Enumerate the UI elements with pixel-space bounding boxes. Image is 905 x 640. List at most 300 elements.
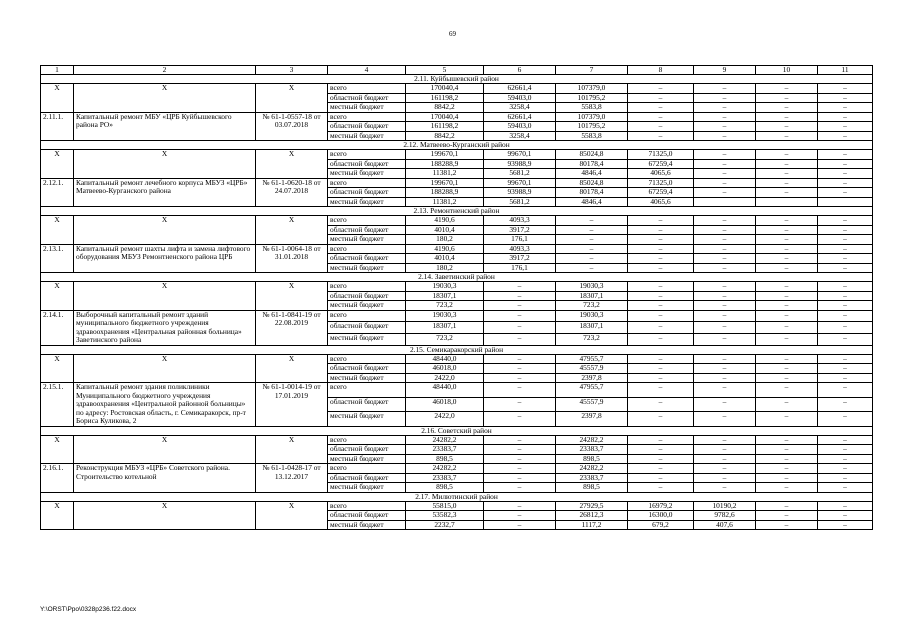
- amount-cell: 170040,4: [406, 112, 484, 122]
- amount-cell: 4190,6: [406, 216, 484, 226]
- object-name: Капитальный ремонт здания поликлиники Муниципального бюджетного учреждения здравоохранения «Центральной районной больницы» по адресу: Ростовская область, г. Семикаракорск, пр-т Бориса Куликова, 2: [74, 383, 256, 427]
- document-number: X: [256, 282, 328, 311]
- amount-cell: 4093,3: [484, 244, 556, 254]
- amount-cell: 62661,4: [484, 84, 556, 94]
- amount-cell: 45557,9: [556, 397, 628, 412]
- row-number: 2.12.1.: [41, 178, 74, 207]
- row-number: 2.11.1.: [41, 112, 74, 141]
- amount-cell: 19030,3: [556, 282, 628, 292]
- amount-cell: –: [628, 235, 694, 245]
- amount-cell: –: [628, 216, 694, 226]
- amount-cell: –: [694, 131, 756, 141]
- amount-cell: –: [818, 412, 873, 427]
- amount-cell: –: [818, 364, 873, 374]
- amount-cell: –: [756, 464, 818, 474]
- amount-cell: –: [484, 373, 556, 383]
- amount-cell: –: [756, 520, 818, 530]
- object-name: X: [74, 354, 256, 383]
- amount-cell: 48440,0: [406, 354, 484, 364]
- amount-cell: –: [484, 383, 556, 398]
- amount-cell: –: [818, 93, 873, 103]
- amount-cell: –: [628, 364, 694, 374]
- column-header-3: 3: [256, 66, 328, 75]
- amount-cell: –: [818, 520, 873, 530]
- table-row: [41, 84, 873, 94]
- amount-cell: –: [628, 454, 694, 464]
- amount-cell: –: [628, 225, 694, 235]
- funding-source: местный бюджет: [328, 412, 406, 427]
- amount-cell: –: [628, 397, 694, 412]
- amount-cell: –: [756, 122, 818, 132]
- funding-source: всего: [328, 112, 406, 122]
- funding-source: областной бюджет: [328, 322, 406, 334]
- funding-source: всего: [328, 310, 406, 322]
- amount-cell: 23383,7: [406, 445, 484, 455]
- amount-cell: –: [628, 263, 694, 273]
- file-path-footer: Y:\ORST\Ppo\0328p236.f22.docx: [40, 606, 137, 613]
- amount-cell: 107379,0: [556, 84, 628, 94]
- amount-cell: 9782,6: [694, 511, 756, 521]
- amount-cell: –: [756, 310, 818, 322]
- table-row: [41, 435, 873, 445]
- amount-cell: –: [694, 301, 756, 311]
- amount-cell: 10190,2: [694, 501, 756, 511]
- amount-cell: 188288,9: [406, 159, 484, 169]
- amount-cell: 4846,4: [556, 169, 628, 179]
- amount-cell: –: [756, 435, 818, 445]
- section-title: 2.14. Заветинский район: [41, 273, 873, 282]
- amount-cell: 80178,4: [556, 159, 628, 169]
- amount-cell: –: [556, 216, 628, 226]
- amount-cell: 898,5: [406, 454, 484, 464]
- object-name: X: [74, 84, 256, 113]
- amount-cell: 5583,8: [556, 103, 628, 113]
- section-row: [41, 273, 873, 282]
- amount-cell: –: [694, 464, 756, 474]
- amount-cell: 4846,4: [556, 197, 628, 207]
- amount-cell: –: [818, 435, 873, 445]
- funding-source: областной бюджет: [328, 445, 406, 455]
- funding-source: всего: [328, 84, 406, 94]
- amount-cell: –: [628, 445, 694, 455]
- document-number: № 61-1-0014-19 от 17.01.2019: [256, 383, 328, 427]
- amount-cell: 16300,0: [628, 511, 694, 521]
- amount-cell: –: [818, 501, 873, 511]
- amount-cell: 5681,2: [484, 197, 556, 207]
- amount-cell: 5583,8: [556, 131, 628, 141]
- amount-cell: –: [756, 373, 818, 383]
- document-number: X: [256, 150, 328, 179]
- object-name: X: [74, 216, 256, 245]
- amount-cell: –: [556, 235, 628, 245]
- amount-cell: –: [756, 412, 818, 427]
- amount-cell: 80178,4: [556, 188, 628, 198]
- amount-cell: –: [818, 383, 873, 398]
- section-row: [41, 426, 873, 435]
- object-name: Реконструкция МБУЗ «ЦРБ» Советского района. Строительство котельной: [74, 464, 256, 493]
- section-title: 2.15. Семикаракорский район: [41, 345, 873, 354]
- amount-cell: –: [484, 501, 556, 511]
- amount-cell: –: [818, 254, 873, 264]
- amount-cell: 85024,8: [556, 150, 628, 160]
- amount-cell: [694, 197, 756, 207]
- row-number: X: [41, 354, 74, 383]
- funding-source: областной бюджет: [328, 93, 406, 103]
- amount-cell: 4093,3: [484, 216, 556, 226]
- object-name: X: [74, 150, 256, 179]
- funding-source: всего: [328, 282, 406, 292]
- amount-cell: –: [628, 131, 694, 141]
- amount-cell: 199670,1: [406, 178, 484, 188]
- amount-cell: –: [756, 322, 818, 334]
- amount-cell: –: [694, 364, 756, 374]
- amount-cell: –: [694, 454, 756, 464]
- amount-cell: –: [756, 84, 818, 94]
- amount-cell: –: [694, 150, 756, 160]
- amount-cell: –: [756, 511, 818, 521]
- amount-cell: –: [628, 291, 694, 301]
- amount-cell: –: [756, 454, 818, 464]
- amount-cell: 407,6: [694, 520, 756, 530]
- amount-cell: [756, 197, 818, 207]
- row-number: X: [41, 501, 74, 530]
- funding-source: местный бюджет: [328, 520, 406, 530]
- amount-cell: –: [694, 397, 756, 412]
- amount-cell: –: [756, 93, 818, 103]
- amount-cell: –: [628, 383, 694, 398]
- amount-cell: –: [818, 445, 873, 455]
- table-row: [41, 310, 873, 322]
- amount-cell: –: [484, 520, 556, 530]
- row-number: 2.15.1.: [41, 383, 74, 427]
- amount-cell: –: [694, 483, 756, 493]
- amount-cell: 19030,3: [406, 282, 484, 292]
- table-row: [41, 244, 873, 254]
- amount-cell: –: [694, 354, 756, 364]
- amount-cell: –: [694, 84, 756, 94]
- amount-cell: 2422,0: [406, 373, 484, 383]
- amount-cell: –: [628, 412, 694, 427]
- amount-cell: –: [694, 291, 756, 301]
- amount-cell: –: [484, 483, 556, 493]
- table-row: [41, 501, 873, 511]
- header-row: [41, 66, 873, 75]
- amount-cell: 107379,0: [556, 112, 628, 122]
- amount-cell: –: [694, 254, 756, 264]
- funding-source: всего: [328, 216, 406, 226]
- row-number: X: [41, 435, 74, 464]
- amount-cell: 176,1: [484, 263, 556, 273]
- amount-cell: –: [484, 435, 556, 445]
- object-name: X: [74, 435, 256, 464]
- amount-cell: –: [818, 464, 873, 474]
- object-name: Капитальный ремонт МБУ «ЦРБ Куйбышевского района РО»: [74, 112, 256, 141]
- amount-cell: –: [694, 263, 756, 273]
- amount-cell: 99670,1: [484, 178, 556, 188]
- funding-source: областной бюджет: [328, 254, 406, 264]
- amount-cell: 723,2: [556, 301, 628, 311]
- amount-cell: –: [818, 244, 873, 254]
- amount-cell: 47955,7: [556, 354, 628, 364]
- amount-cell: –: [756, 225, 818, 235]
- funding-source: местный бюджет: [328, 169, 406, 179]
- column-header-2: 2: [74, 66, 256, 75]
- amount-cell: –: [756, 501, 818, 511]
- amount-cell: –: [484, 291, 556, 301]
- amount-cell: –: [756, 333, 818, 345]
- funding-source: местный бюджет: [328, 197, 406, 207]
- amount-cell: 5681,2: [484, 169, 556, 179]
- amount-cell: –: [756, 244, 818, 254]
- amount-cell: –: [556, 225, 628, 235]
- object-name: Выборочный капитальный ремонт зданий муниципального бюджетного учреждения здравоохранения «Центральная районная больница» Заветинского района: [74, 310, 256, 345]
- amount-cell: –: [818, 112, 873, 122]
- amount-cell: 93988,9: [484, 159, 556, 169]
- table-row: [41, 464, 873, 474]
- amount-cell: 24282,2: [406, 435, 484, 445]
- amount-cell: –: [628, 310, 694, 322]
- section-row: [41, 492, 873, 501]
- funding-source: местный бюджет: [328, 301, 406, 311]
- amount-cell: –: [756, 445, 818, 455]
- amount-cell: –: [818, 84, 873, 94]
- amount-cell: –: [694, 122, 756, 132]
- amount-cell: 59403,0: [484, 122, 556, 132]
- amount-cell: 71325,0: [628, 150, 694, 160]
- amount-cell: –: [756, 235, 818, 245]
- amount-cell: 23383,7: [406, 473, 484, 483]
- document-number: X: [256, 501, 328, 530]
- amount-cell: –: [756, 301, 818, 311]
- section-title: 2.13. Ремонтненский район: [41, 207, 873, 216]
- funding-source: областной бюджет: [328, 188, 406, 198]
- funding-source: областной бюджет: [328, 364, 406, 374]
- amount-cell: 24282,2: [556, 464, 628, 474]
- amount-cell: –: [818, 216, 873, 226]
- document-number: X: [256, 84, 328, 113]
- amount-cell: 4065,6: [628, 169, 694, 179]
- amount-cell: –: [756, 473, 818, 483]
- row-number: 2.13.1.: [41, 244, 74, 273]
- funding-source: всего: [328, 244, 406, 254]
- object-name: Капитальный ремонт шахты лифта и замена лифтового оборудования МБУЗ Ремонтненского района ЦРБ: [74, 244, 256, 273]
- amount-cell: –: [484, 397, 556, 412]
- page-number: 69: [449, 30, 456, 38]
- section-row: [41, 345, 873, 354]
- funding-source: всего: [328, 383, 406, 398]
- object-name: X: [74, 282, 256, 311]
- amount-cell: –: [818, 122, 873, 132]
- amount-cell: 71325,0: [628, 178, 694, 188]
- amount-cell: –: [484, 282, 556, 292]
- amount-cell: –: [756, 254, 818, 264]
- amount-cell: –: [818, 159, 873, 169]
- amount-cell: 46018,0: [406, 397, 484, 412]
- funding-source: областной бюджет: [328, 159, 406, 169]
- amount-cell: –: [756, 483, 818, 493]
- amount-cell: –: [694, 244, 756, 254]
- amount-cell: –: [818, 282, 873, 292]
- amount-cell: 18307,1: [406, 322, 484, 334]
- object-name: Капитальный ремонт лечебного корпуса МБУЗ «ЦРБ» Матвеево-Курганского района: [74, 178, 256, 207]
- amount-cell: 47955,7: [556, 383, 628, 398]
- amount-cell: –: [556, 254, 628, 264]
- amount-cell: –: [818, 511, 873, 521]
- amount-cell: –: [694, 235, 756, 245]
- section-row: [41, 207, 873, 216]
- amount-cell: –: [628, 301, 694, 311]
- amount-cell: –: [694, 310, 756, 322]
- amount-cell: –: [756, 291, 818, 301]
- amount-cell: –: [694, 103, 756, 113]
- amount-cell: 4010,4: [406, 254, 484, 264]
- document-number: № 61-1-0064-18 от 31.01.2018: [256, 244, 328, 273]
- amount-cell: –: [818, 483, 873, 493]
- document-number: № 61-1-0841-19 от 22.08.2019: [256, 310, 328, 345]
- amount-cell: 101795,2: [556, 122, 628, 132]
- amount-cell: 24282,2: [556, 435, 628, 445]
- amount-cell: 180,2: [406, 263, 484, 273]
- amount-cell: –: [484, 445, 556, 455]
- amount-cell: 3258,4: [484, 131, 556, 141]
- funding-source: областной бюджет: [328, 397, 406, 412]
- amount-cell: 723,2: [406, 333, 484, 345]
- table-row: [41, 383, 873, 398]
- funding-source: местный бюджет: [328, 263, 406, 273]
- amount-cell: –: [484, 322, 556, 334]
- column-header-7: 7: [556, 66, 628, 75]
- amount-cell: –: [628, 373, 694, 383]
- amount-cell: –: [556, 263, 628, 273]
- funding-source: всего: [328, 150, 406, 160]
- amount-cell: –: [756, 354, 818, 364]
- amount-cell: 2397,8: [556, 412, 628, 427]
- amount-cell: –: [756, 364, 818, 374]
- amount-cell: –: [628, 122, 694, 132]
- amount-cell: –: [556, 244, 628, 254]
- amount-cell: –: [694, 435, 756, 445]
- amount-cell: –: [818, 454, 873, 464]
- amount-cell: –: [756, 131, 818, 141]
- amount-cell: –: [628, 103, 694, 113]
- amount-cell: –: [818, 169, 873, 179]
- amount-cell: –: [484, 301, 556, 311]
- amount-cell: –: [818, 188, 873, 198]
- amount-cell: –: [756, 103, 818, 113]
- amount-cell: 16979,2: [628, 501, 694, 511]
- column-header-10: 10: [756, 66, 818, 75]
- funding-source: местный бюджет: [328, 103, 406, 113]
- amount-cell: –: [628, 244, 694, 254]
- column-header-5: 5: [406, 66, 484, 75]
- row-number: 2.16.1.: [41, 464, 74, 493]
- amount-cell: –: [694, 373, 756, 383]
- amount-cell: –: [628, 483, 694, 493]
- amount-cell: –: [756, 263, 818, 273]
- amount-cell: –: [484, 454, 556, 464]
- amount-cell: –: [756, 159, 818, 169]
- amount-cell: –: [694, 188, 756, 198]
- amount-cell: –: [628, 322, 694, 334]
- amount-cell: 723,2: [406, 301, 484, 311]
- funding-source: всего: [328, 501, 406, 511]
- amount-cell: 18307,1: [406, 291, 484, 301]
- amount-cell: 45557,9: [556, 364, 628, 374]
- section-row: [41, 75, 873, 84]
- amount-cell: –: [756, 282, 818, 292]
- amount-cell: 27929,5: [556, 501, 628, 511]
- funding-source: местный бюджет: [328, 483, 406, 493]
- amount-cell: –: [694, 282, 756, 292]
- amount-cell: 99670,1: [484, 150, 556, 160]
- funding-source: местный бюджет: [328, 131, 406, 141]
- amount-cell: –: [694, 412, 756, 427]
- amount-cell: 4065,6: [628, 197, 694, 207]
- amount-cell: –: [628, 354, 694, 364]
- amount-cell: 23383,7: [556, 445, 628, 455]
- amount-cell: 62661,4: [484, 112, 556, 122]
- funding-source: областной бюджет: [328, 291, 406, 301]
- amount-cell: –: [756, 178, 818, 188]
- amount-cell: 4190,6: [406, 244, 484, 254]
- amount-cell: –: [484, 333, 556, 345]
- amount-cell: 2422,0: [406, 412, 484, 427]
- amount-cell: 85024,8: [556, 178, 628, 188]
- funding-source: всего: [328, 178, 406, 188]
- budget-table-wrapper: [40, 65, 872, 530]
- amount-cell: –: [628, 93, 694, 103]
- amount-cell: –: [484, 464, 556, 474]
- amount-cell: [818, 197, 873, 207]
- amount-cell: 23383,7: [556, 473, 628, 483]
- section-title: 2.11. Куйбышевский район: [41, 75, 873, 84]
- amount-cell: –: [818, 235, 873, 245]
- amount-cell: –: [756, 397, 818, 412]
- amount-cell: –: [694, 445, 756, 455]
- amount-cell: 11381,2: [406, 197, 484, 207]
- document-number: X: [256, 435, 328, 464]
- amount-cell: 67259,4: [628, 188, 694, 198]
- amount-cell: –: [756, 383, 818, 398]
- funding-source: всего: [328, 354, 406, 364]
- column-header-8: 8: [628, 66, 694, 75]
- amount-cell: –: [818, 150, 873, 160]
- table-row: [41, 112, 873, 122]
- column-header-4: 4: [328, 66, 406, 75]
- table-row: [41, 178, 873, 188]
- section-title: 2.16. Советский район: [41, 426, 873, 435]
- amount-cell: –: [694, 322, 756, 334]
- amount-cell: –: [818, 373, 873, 383]
- document-number: № 61-1-0428-17 от 13.12.2017: [256, 464, 328, 493]
- funding-source: местный бюджет: [328, 454, 406, 464]
- document-number: X: [256, 216, 328, 245]
- amount-cell: –: [628, 333, 694, 345]
- amount-cell: –: [756, 150, 818, 160]
- amount-cell: 11381,2: [406, 169, 484, 179]
- amount-cell: 2232,7: [406, 520, 484, 530]
- row-number: X: [41, 282, 74, 311]
- amount-cell: 898,5: [556, 454, 628, 464]
- object-name: X: [74, 501, 256, 530]
- amount-cell: –: [756, 216, 818, 226]
- amount-cell: 161198,2: [406, 93, 484, 103]
- amount-cell: –: [694, 178, 756, 188]
- table-row: [41, 216, 873, 226]
- column-header-1: 1: [41, 66, 74, 75]
- column-header-11: 11: [818, 66, 873, 75]
- amount-cell: –: [818, 263, 873, 273]
